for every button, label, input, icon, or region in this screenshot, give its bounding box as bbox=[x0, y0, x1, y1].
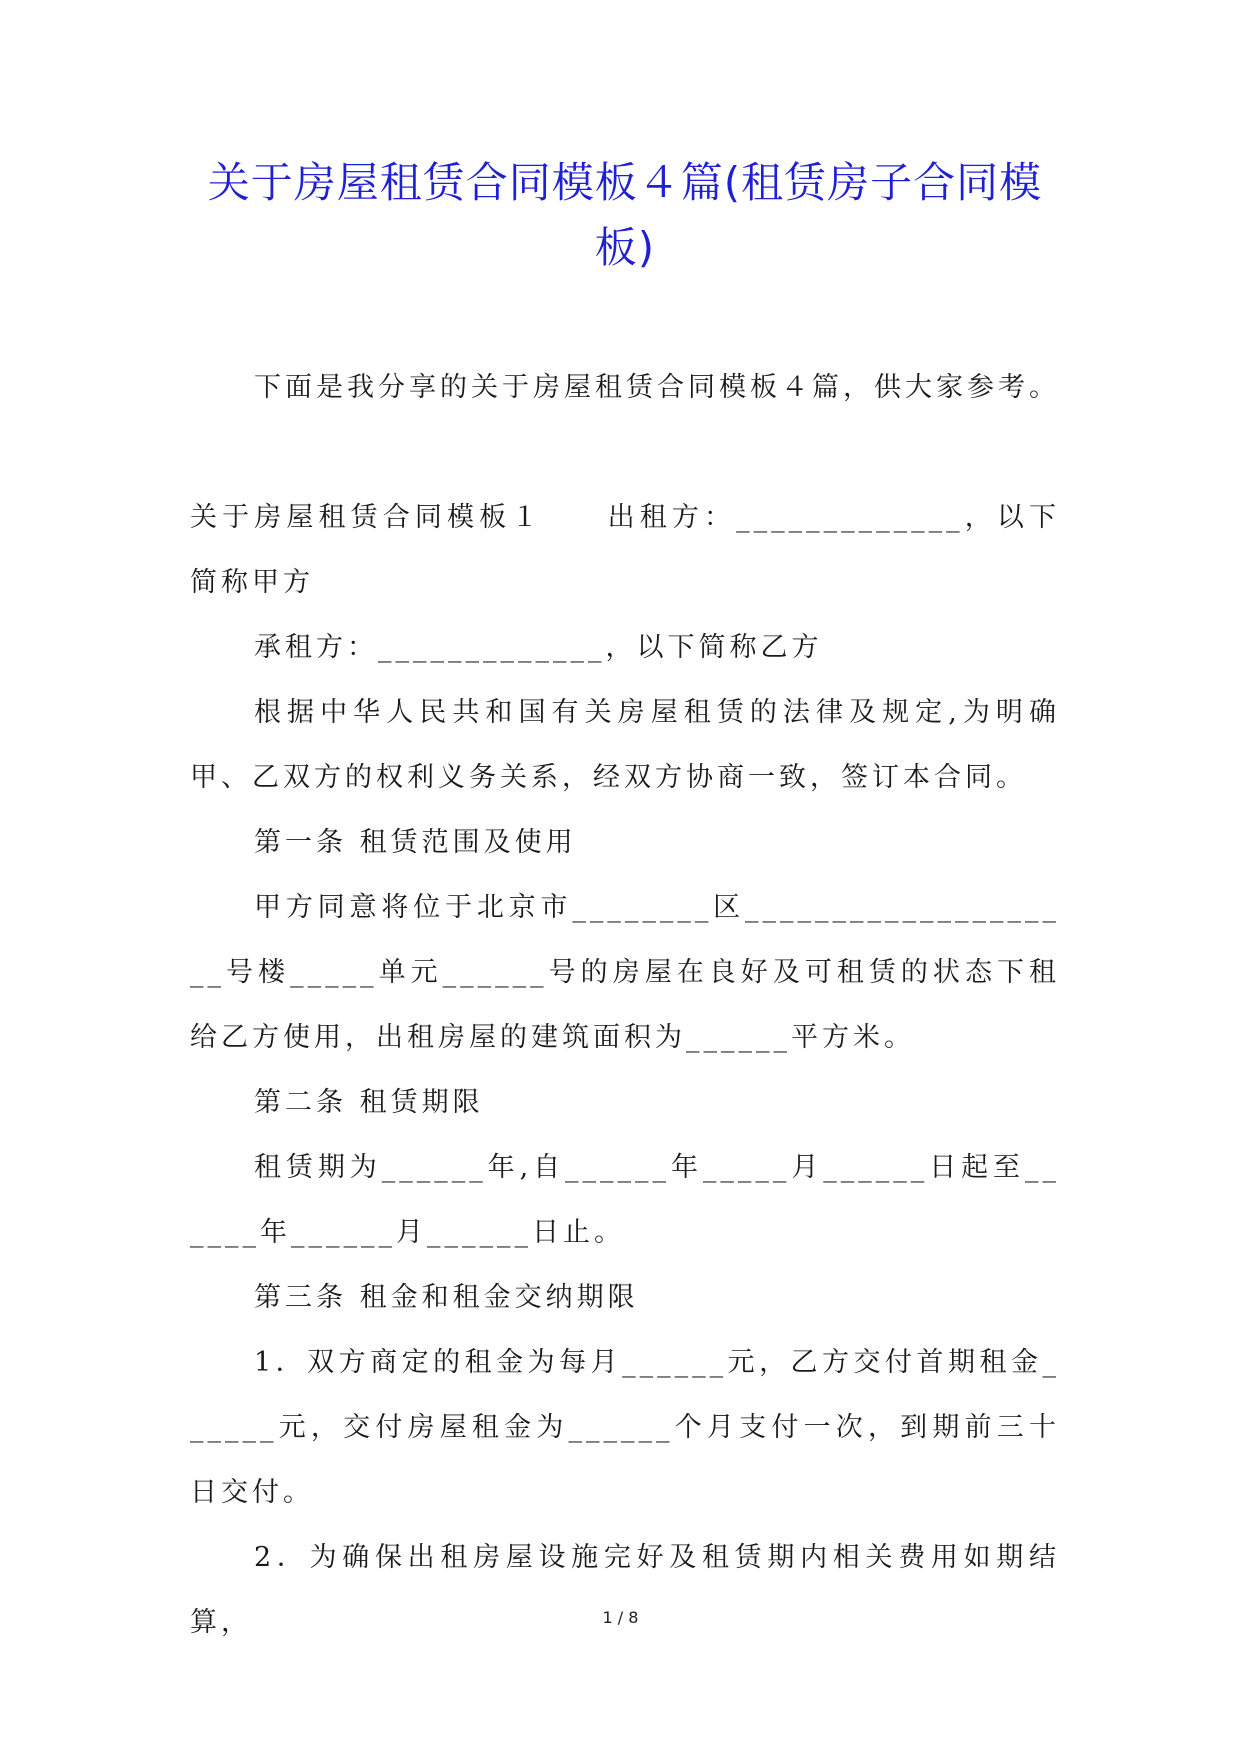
article-heading: 第一条 租赁范围及使用 bbox=[254, 827, 577, 858]
article-heading: 第二条 租赁期限 bbox=[254, 1087, 484, 1118]
body-paragraph: 承租方：_____________，以下简称乙方 bbox=[254, 632, 823, 663]
page-number: 1 / 8 bbox=[602, 1608, 639, 1627]
body-paragraph: 根据中华人民共和国有关房屋租赁的法律及规定,为明确甲、乙双方的权利义务关系，经双方协商一致，签订本合同。 bbox=[190, 697, 1060, 793]
document-title: 关于房屋租赁合同模板４篇(租赁房子合同模板) bbox=[207, 158, 1043, 272]
article-heading: 第三条 租金和租金交纳期限 bbox=[254, 1282, 639, 1313]
section-heading-paragraph: 关于房屋租赁合同模板１ 出租方：_____________，以下简称甲方 bbox=[190, 502, 1060, 598]
body-paragraph: 租赁期为______年,自______年_____月______日起至______年______月______日止。 bbox=[190, 1152, 1060, 1248]
intro-paragraph: 下面是我分享的关于房屋租赁合同模板４篇，供大家参考。 bbox=[254, 372, 1060, 403]
body-paragraph: 2．为确保出租房屋设施完好及租赁期内相关费用如期结算， bbox=[190, 1542, 1060, 1638]
body-paragraph: 1．双方商定的租金为每月______元，乙方交付首期租金______元，交付房屋租金为______个月支付一次，到期前三十日交付。 bbox=[190, 1347, 1060, 1508]
body-paragraph: 甲方同意将位于北京市________区____________________号楼_____单元______号的房屋在良好及可租赁的状态下租给乙方使用，出租房屋的建筑面积为______平方米。 bbox=[190, 892, 1060, 1053]
document-body bbox=[190, 355, 1060, 1655]
